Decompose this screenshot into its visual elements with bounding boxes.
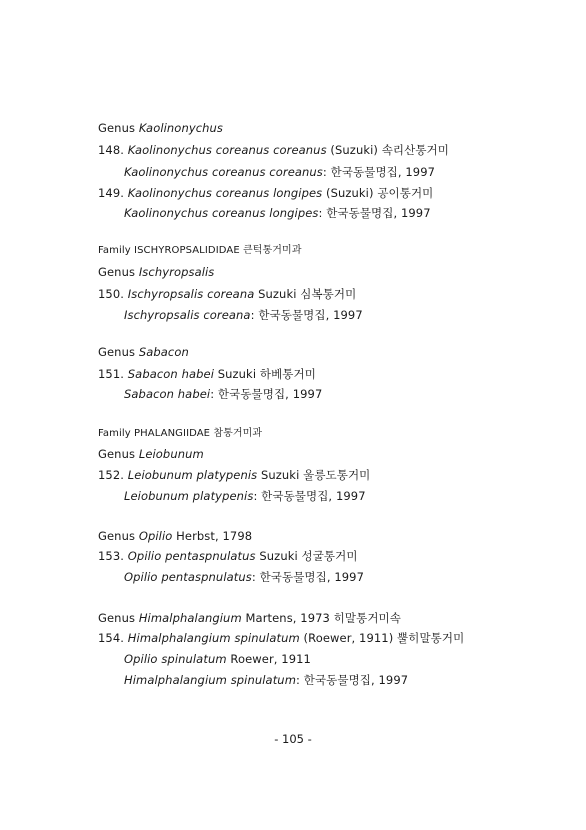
species-reference: Ischyropsalis coreana: 한국동물명집, 1997 — [124, 308, 363, 322]
species-reference: Himalphalangium spinulatum: 한국동물명집, 1997 — [124, 673, 409, 687]
genus-heading: Genus Sabacon — [98, 345, 189, 359]
genus-heading: Genus Ischyropsalis — [98, 265, 215, 279]
species-reference: Kaolinonychus coreanus longipes: 한국동물명집, 1997 — [124, 206, 431, 220]
species-entry: 149. Kaolinonychus coreanus longipes (Suzuki) 공이통거미 — [98, 186, 434, 200]
page-number: - 105 - — [274, 732, 312, 746]
species-reference: Kaolinonychus coreanus coreanus: 한국동물명집, 1997 — [124, 165, 436, 179]
species-reference: Opilio pentaspnulatus: 한국동물명집, 1997 — [124, 570, 365, 584]
genus-heading: Genus Leiobunum — [98, 447, 204, 461]
family-heading: Family ISCHYROPSALIDIDAE 큰턱통거미과 — [98, 245, 302, 256]
species-entry: 152. Leiobunum platypenis Suzuki 울릉도통거미 — [98, 468, 371, 482]
species-entry: 151. Sabacon habei Suzuki 하베통거미 — [98, 367, 316, 381]
species-entry: 148. Kaolinonychus coreanus coreanus (Suzuki) 속리산통거미 — [98, 143, 449, 157]
species-reference: Sabacon habei: 한국동물명집, 1997 — [124, 387, 323, 401]
family-heading: Family PHALANGIIDAE 참통거미과 — [98, 428, 263, 439]
species-synonym: Opilio spinulatum Roewer, 1911 — [124, 652, 311, 666]
genus-heading: Genus Opilio Herbst, 1798 — [98, 529, 253, 543]
genus-heading: Genus Kaolinonychus — [98, 121, 224, 135]
species-reference: Leiobunum platypenis: 한국동물명집, 1997 — [124, 489, 366, 503]
genus-heading: Genus Himalphalangium Martens, 1973 히말통거미속 — [98, 611, 401, 625]
species-entry: 150. Ischyropsalis coreana Suzuki 심복통거미 — [98, 287, 357, 301]
species-entry: 153. Opilio pentaspnulatus Suzuki 성굴통거미 — [98, 549, 358, 563]
species-entry: 154. Himalphalangium spinulatum (Roewer, 1911) 뿔히말통거미 — [98, 631, 465, 645]
